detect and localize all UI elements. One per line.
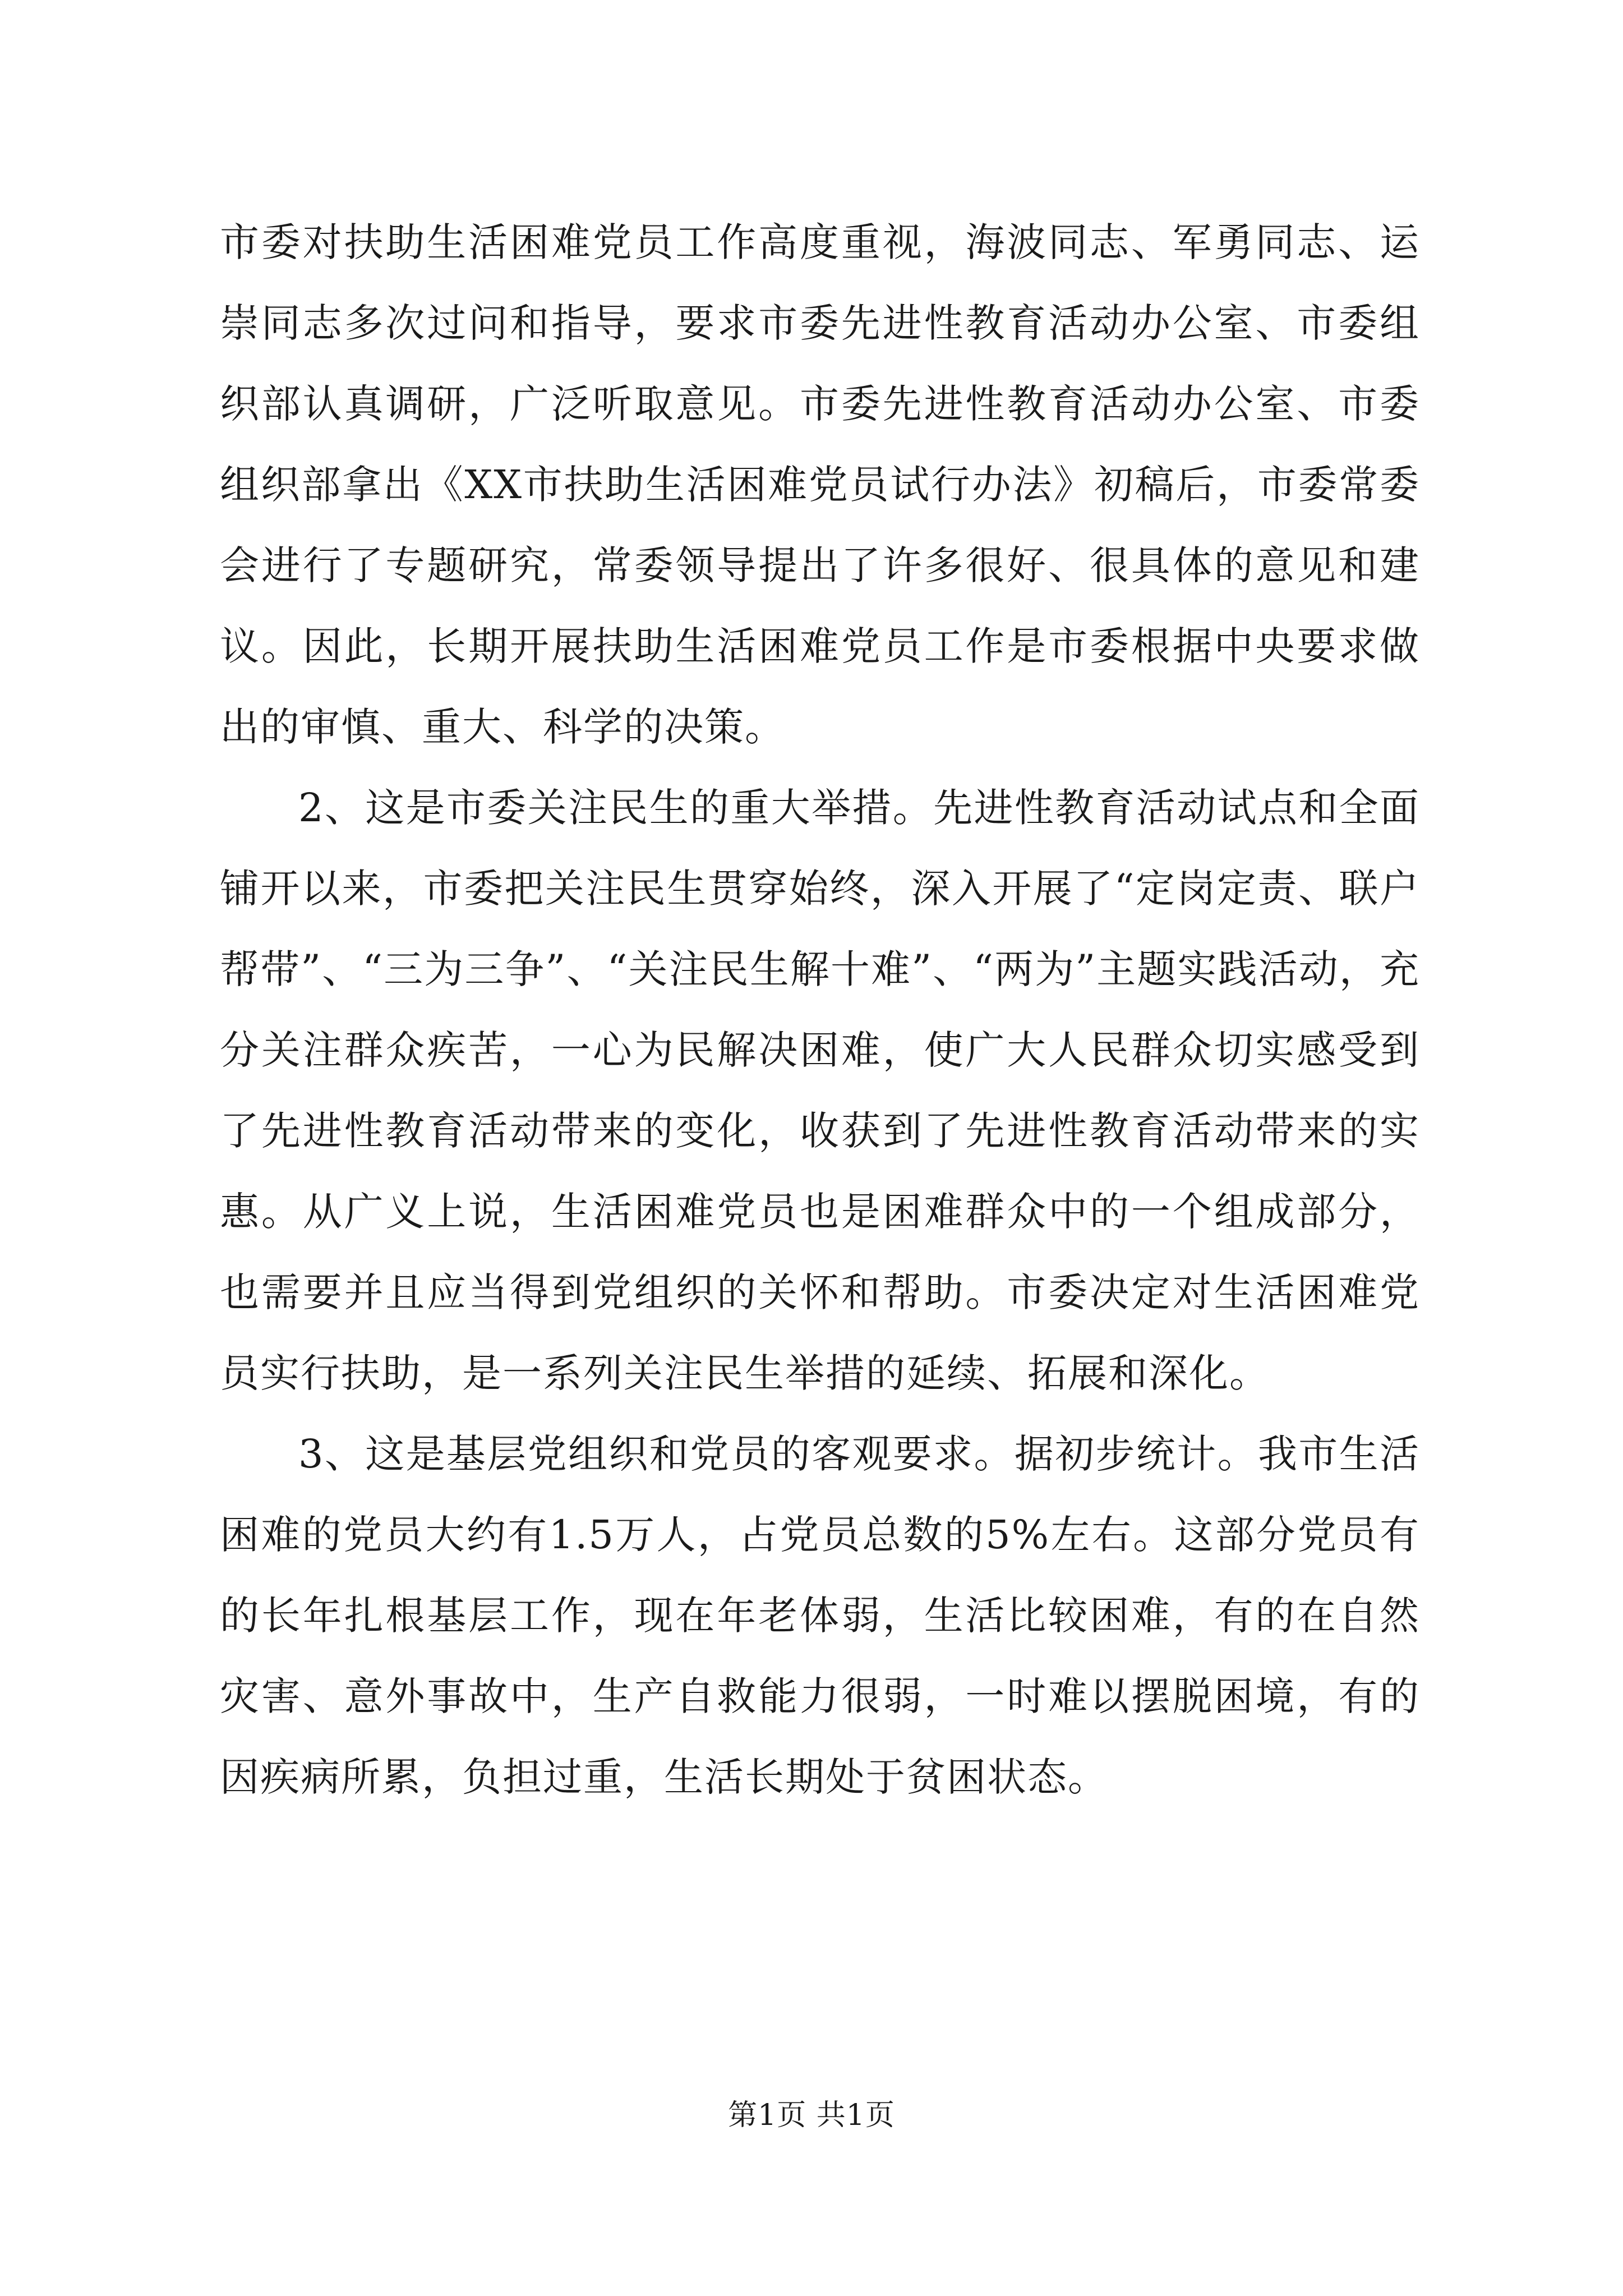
page-footer: 第1页 共1页 xyxy=(728,2099,895,2132)
paragraph-3: 3、这是基层党组织和党员的客观要求。据初步统计。我市生活困难的党员大约有1.5万人，占党员总数的5%左右。这部分党员有的长年扎根基层工作，现在年老体弱，生活比较困难，有的在自然灾害、意外事故中，生产自救能力很弱，一时难以摆脱困境，有的因疾病所累，负担过重，生活长期处于贫困状态。 xyxy=(220,1431,1420,1800)
paragraph-1: 市委对扶助生活困难党员工作高度重视，海波同志、军勇同志、运崇同志多次过问和指导，要求市委先进性教育活动办公室、市委组织部认真调研，广泛听取意见。市委先进性教育活动办公室、市委组织部拿出《XX市扶助生活困难党员试行办法》初稿后，市委常委会进行了专题研究，常委领导提出了许多很好、很具体的意见和建议。因此，长期开展扶助生活困难党员工作是市委根据中央要求做出的审慎、重大、科学的决策。 xyxy=(220,219,1420,750)
paragraph-2: 2、这是市委关注民生的重大举措。先进性教育活动试点和全面铺开以来，市委把关注民生贯穿始终，深入开展了“定岗定责、联户帮带”、“三为三争”、“关注民生解十难”、“两为”主题实践活动，充分关注群众疾苦，一心为民解决困难，使广大人民群众切实感受到了先进性教育活动带来的变化，收获到了先进性教育活动带来的实惠。从广义上说，生活困难党员也是困难群众中的一个组成部分，也需要并且应当得到党组织的关怀和帮助。市委决定对生活困难党员实行扶助，是一系列关注民生举措的延续、拓展和深化。 xyxy=(220,785,1420,1396)
document-body xyxy=(220,202,1420,1818)
